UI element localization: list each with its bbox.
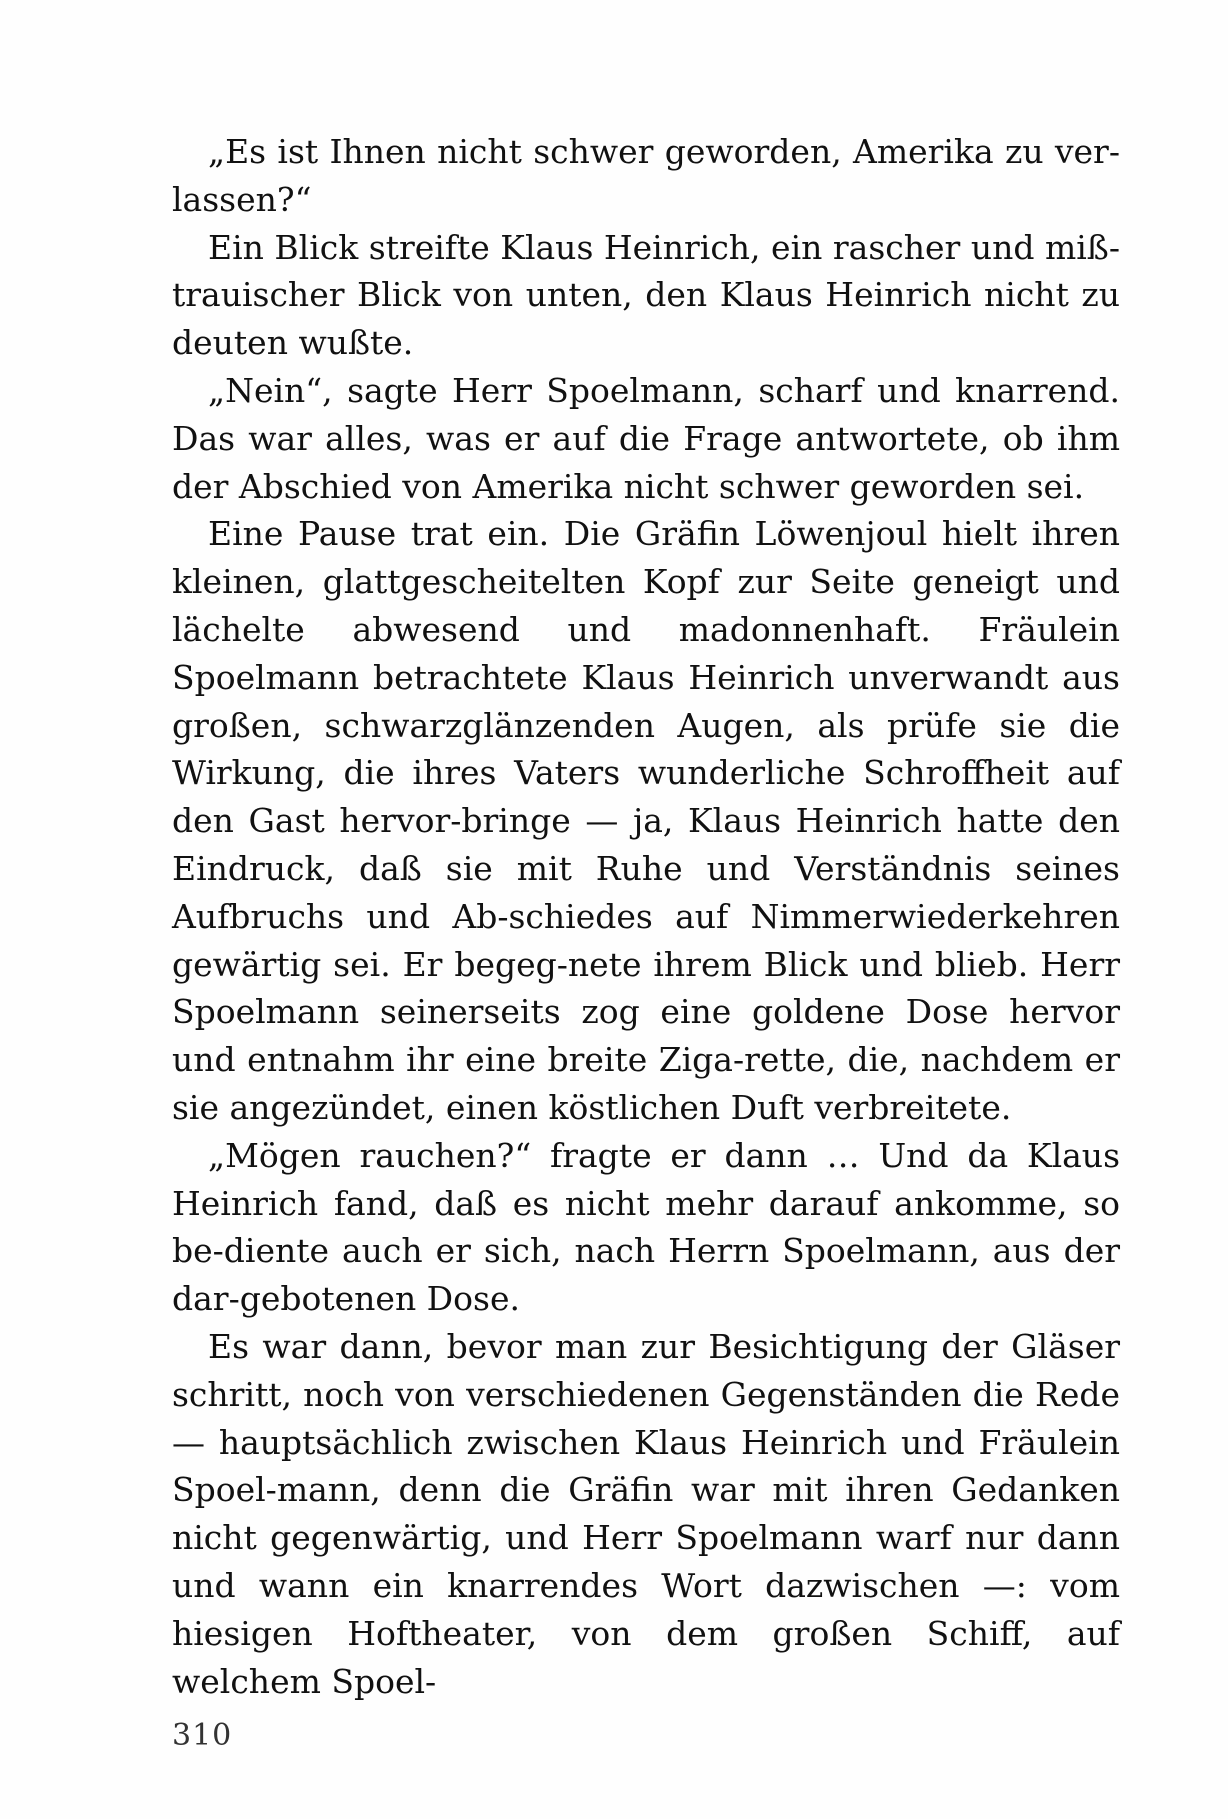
paragraph-3: „Nein“, sagte Herr Spoelmann, scharf und knarrend. Das war alles, was er auf die Frage antwortete, ob ihm der Abschied von Amerika nicht schwer geworden sei. [172,370,1120,506]
paragraph-2: Ein Blick streifte Klaus Heinrich, ein rascher und miß-trauischer Blick von unten, den Klaus Heinrich nicht zu deuten wußte. [172,227,1120,363]
page-number: 310 [172,1718,233,1753]
paragraph-6: Es war dann, bevor man zur Besichtigung der Gläser schritt, noch von verschiedenen Gegenständen die Rede — hauptsächlich zwischen Klaus Heinrich und Fräulein Spoel-mann, denn die Gräfin war mit ihren Gedanken nicht gegenwärtig, und Herr Spoelmann warf nur dann und wann ein knarrendes Wort dazwischen —: vom hiesigen Hoftheater, von dem großen Schiff, auf welchem Spoel- [172,1326,1120,1701]
paragraph-5: „Mögen rauchen?“ fragte er dann … Und da Klaus Heinrich fand, daß es nicht mehr darauf ankomme, so be-diente auch er sich, nach Herrn Spoelmann, aus der dar-gebotenen Dose. [172,1135,1120,1319]
body-text [172,128,1120,1705]
paragraph-1: „Es ist Ihnen nicht schwer geworden, Amerika zu ver-lassen?“ [172,132,1120,219]
paragraph-4: Eine Pause trat ein. Die Gräfin Löwenjoul hielt ihren kleinen, glattgescheitelten Kopf zur Seite geneigt und lächelte abwesend und madonnenhaft. Fräulein Spoelmann betrachtete Klaus Heinrich unverwandt aus großen, schwarzglänzenden Augen, als prüfe sie die Wirkung, die ihres Vaters wunderliche Schroffheit auf den Gast hervor-bringe — ja, Klaus Heinrich hatte den Eindruck, daß sie mit Ruhe und Verständnis seines Aufbruchs und Ab-schiedes auf Nimmerwiederkehren gewärtig sei. Er begeg-nete ihrem Blick und blieb. Herr Spoelmann seinerseits zog eine goldene Dose hervor und entnahm ihr eine breite Ziga-rette, die, nachdem er sie angezündet, einen köstlichen Duft verbreitete. [172,514,1120,1127]
